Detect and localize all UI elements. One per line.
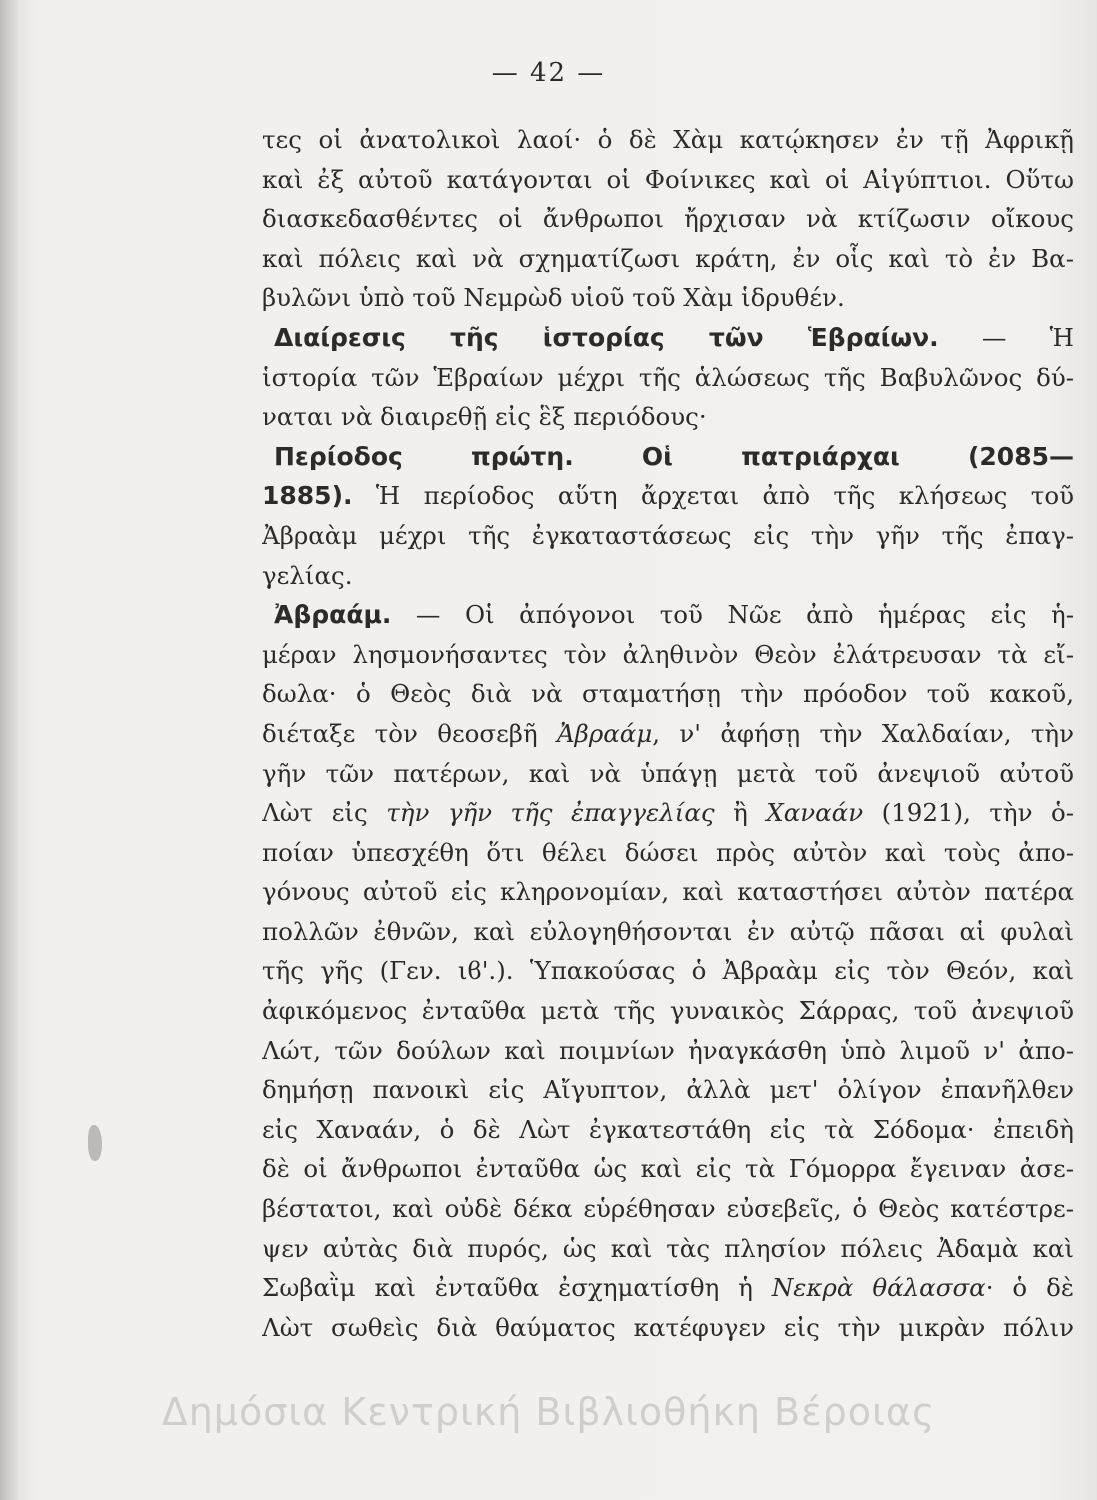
body-text bbox=[262, 120, 1074, 1347]
text-line bbox=[262, 397, 1074, 437]
text-line bbox=[262, 872, 1074, 912]
text-line bbox=[262, 318, 1074, 358]
text-line bbox=[262, 912, 1074, 952]
text-segment: γῆν τῶν πατέρων, καὶ νὰ ὑπάγῃ μετὰ τοῦ ἀνεψιοῦ αὐτοῦ bbox=[262, 758, 1074, 788]
text-segment: Λώτ, τῶν δούλων καὶ ποιμνίων ἠναγκάσθη ὑπὸ λιμοῦ ν' ἀπο- bbox=[262, 1035, 1074, 1065]
text-line bbox=[262, 833, 1074, 873]
text-line bbox=[262, 714, 1074, 754]
text-line bbox=[262, 556, 1074, 596]
text-line bbox=[262, 239, 1074, 279]
section-heading: 1885). bbox=[262, 481, 353, 511]
text-segment: βυλῶνι ὑπὸ τοῦ Νεμρὼδ υἱοῦ τοῦ Χὰμ ἱδρυθέν. bbox=[262, 283, 845, 313]
italic-phrase: τὴν γῆν τῆς ἐπαγγελίας bbox=[386, 798, 715, 828]
text-line bbox=[262, 674, 1074, 714]
text-segment: δὲ οἱ ἄνθρωποι ἐνταῦθα ὡς καὶ εἰς τὰ Γόμορρα ἔγειναν ἀσε- bbox=[262, 1154, 1074, 1184]
text-segment: τες οἱ ἀνατολικοὶ λαοί· ὁ δὲ Χὰμ κατῴκησεν ἐν τῇ Ἀφρικῇ bbox=[262, 125, 1074, 154]
page-edge-shadow bbox=[0, 0, 18, 1500]
text-segment: πολλῶν ἐθνῶν, καὶ εὐλογηθήσονται ἐν αὐτῷ πᾶσαι αἱ φυλαὶ bbox=[262, 916, 1074, 946]
text-segment: Λὼτ εἰς bbox=[262, 798, 387, 828]
text-segment: δωλα· ὁ Θεὸς διὰ νὰ σταματήσῃ τὴν πρόοδον τοῦ κακοῦ, bbox=[262, 679, 1074, 709]
text-line bbox=[262, 358, 1074, 398]
text-line bbox=[262, 1308, 1074, 1348]
text-segment: βέστατοι, καὶ οὐδὲ δέκα εὑρέθησαν εὐσεβεῖς, ὁ Θεὸς κατέστρε- bbox=[262, 1194, 1074, 1224]
text-segment: καὶ ἐξ αὐτοῦ κατάγονται οἱ Φοίνικες καὶ οἱ Αἰγύπτιοι. Οὕτω bbox=[262, 164, 1074, 194]
text-segment: ναται νὰ διαιρεθῇ εἰς ἓξ περιόδους· bbox=[262, 402, 707, 432]
text-line bbox=[262, 635, 1074, 675]
italic-phrase: Ἀβραάμ bbox=[556, 718, 653, 748]
text-segment: δημήσῃ πανοικὶ εἰς Αἴγυπτον, ἀλλὰ μετ' ὀλίγον ἐπανῆλθεν bbox=[262, 1075, 1074, 1105]
text-segment: Σωβαῒμ καὶ ἐνταῦθα ἐσχηματίσθη ἡ bbox=[262, 1273, 772, 1303]
text-line bbox=[262, 793, 1074, 833]
margin-mark bbox=[88, 1125, 102, 1161]
text-line bbox=[262, 516, 1074, 556]
text-line bbox=[262, 160, 1074, 200]
text-line bbox=[262, 1268, 1074, 1308]
text-segment: Ἡ περίοδος αὕτη ἄρχεται ἀπὸ τῆς κλήσεως τοῦ bbox=[352, 481, 1074, 511]
text-segment: μέραν λησμονήσαντες τὸν ἀληθινὸν Θεὸν ἐλάτρευσαν τὰ εἴ- bbox=[262, 639, 1074, 669]
text-segment: ἢ bbox=[714, 798, 767, 828]
text-segment: εἰς Χαναάν, ὁ δὲ Λὼτ ἐγκατεστάθη εἰς τὰ Σόδομα· ἐπειδὴ bbox=[262, 1114, 1074, 1144]
text-segment: διέταξε τὸν θεοσεβῆ bbox=[262, 718, 557, 748]
text-segment: γελίας. bbox=[262, 560, 353, 590]
italic-phrase: Χαναάν bbox=[766, 798, 864, 828]
text-line bbox=[262, 437, 1074, 477]
text-segment: · ὁ δὲ bbox=[985, 1273, 1074, 1303]
text-line bbox=[262, 476, 1074, 516]
italic-phrase: Νεκρὰ θάλασσα bbox=[771, 1273, 986, 1303]
text-line bbox=[262, 1110, 1074, 1150]
text-segment: ἱστορία τῶν Ἑβραίων μέχρι τῆς ἁλώσεως τῆς Βαβυλῶνος δύ- bbox=[262, 362, 1074, 392]
text-line bbox=[262, 595, 1074, 635]
section-heading: Διαίρεσις τῆς ἱστορίας τῶν Ἑβραίων. bbox=[274, 322, 939, 352]
text-segment: ποίαν ὑπεσχέθη ὅτι θέλει δώσει πρὸς αὐτὸν καὶ τοὺς ἀπο- bbox=[262, 837, 1074, 867]
text-segment: Λὼτ σωθεὶς διὰ θαύματος κατέφυγεν εἰς τὴν μικρὰν πόλιν bbox=[262, 1312, 1074, 1342]
text-line bbox=[262, 754, 1074, 794]
library-watermark: Δημόσια Κεντρική Βιβλιοθήκη Βέροιας bbox=[161, 1390, 936, 1434]
text-line bbox=[262, 991, 1074, 1031]
text-line bbox=[262, 199, 1074, 239]
text-segment: τῆς γῆς (Γεν. ιϐ'.). Ὑπακούσας ὁ Ἀβραὰμ εἰς τὸν Θεόν, καὶ bbox=[262, 956, 1074, 986]
text-line bbox=[262, 1229, 1074, 1269]
page-number: — 42 — bbox=[491, 58, 606, 88]
section-heading: Ἀβραάμ. bbox=[274, 600, 392, 630]
text-segment: — Οἱ ἀπόγονοι τοῦ Νῶε ἀπὸ ἡμέρας εἰς ἡ- bbox=[391, 600, 1074, 630]
section-heading: Περίοδος πρώτη. Οἱ πατριάρχαι (2085— bbox=[274, 441, 1074, 471]
text-line bbox=[262, 120, 1074, 160]
text-line bbox=[262, 1070, 1074, 1110]
text-segment: ἀφικόμενος ἐνταῦθα μετὰ τῆς γυναικὸς Σάρρας, τοῦ ἀνεψιοῦ bbox=[262, 996, 1074, 1026]
text-line bbox=[262, 1149, 1074, 1189]
text-segment: (1921), τὴν ὁ- bbox=[863, 798, 1074, 828]
text-line bbox=[262, 278, 1074, 318]
text-segment: , ν' ἀφήσῃ τὴν Χαλδαίαν, τὴν bbox=[652, 718, 1074, 748]
text-segment: γόνους αὐτοῦ εἰς κληρονομίαν, καὶ καταστήσει αὐτὸν πατέρα bbox=[262, 877, 1074, 907]
text-segment: Ἀβραὰμ μέχρι τῆς ἐγκαταστάσεως εἰς τὴν γῆν τῆς ἐπαγ- bbox=[262, 520, 1074, 550]
text-line bbox=[262, 1189, 1074, 1229]
text-segment: — Ἡ bbox=[938, 322, 1074, 352]
text-segment: καὶ πόλεις καὶ νὰ σχηματίζωσι κράτη, ἐν οἷς καὶ τὸ ἐν Βα- bbox=[262, 243, 1074, 273]
text-segment: διασκεδασθέντες οἱ ἄνθρωποι ἤρχισαν νὰ κτίζωσιν οἴκους bbox=[262, 204, 1074, 234]
text-line bbox=[262, 1031, 1074, 1071]
text-segment: ψεν αὐτὰς διὰ πυρός, ὡς καὶ τὰς πλησίον πόλεις Ἀδαμὰ καὶ bbox=[262, 1233, 1074, 1263]
text-line bbox=[262, 951, 1074, 991]
